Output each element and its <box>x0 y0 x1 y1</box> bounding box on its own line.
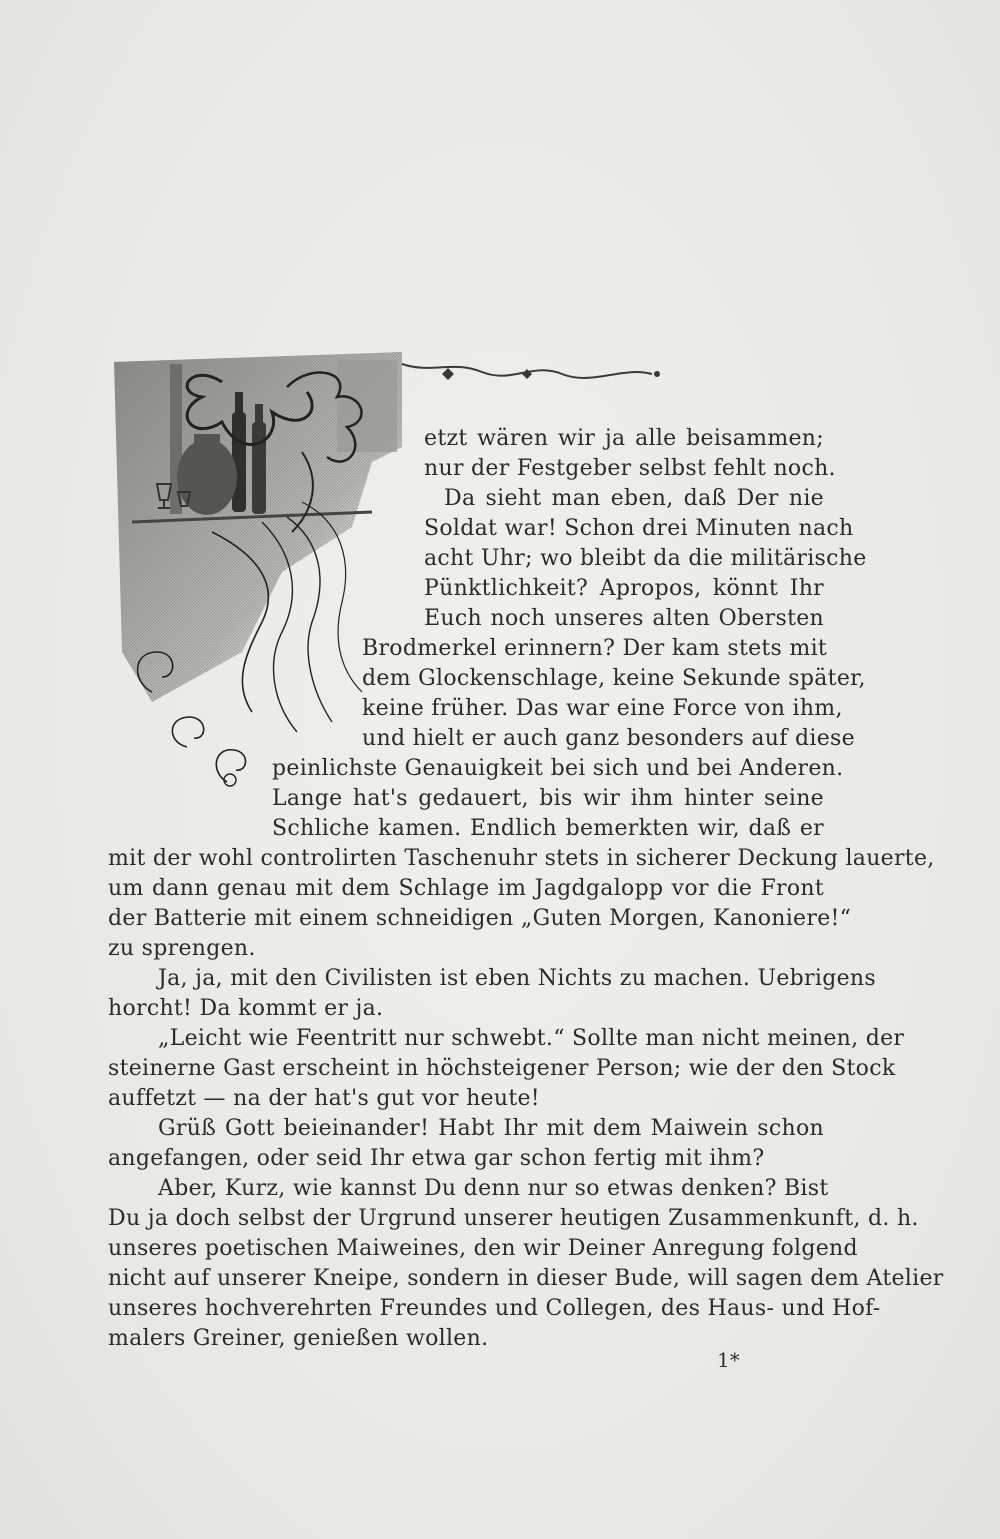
text-line: acht Uhr; wo bleibt da die militärische <box>424 546 867 571</box>
text-line: nur der Festgeber selbst fehlt noch. <box>424 456 836 481</box>
text-line: keine früher. Das war eine Force von ihm, <box>362 696 843 721</box>
text-line: Du ja doch selbst der Urgrund unserer heutigen Zusammenkunft, d. h. <box>108 1206 919 1231</box>
text-line: um dann genau mit dem Schlage im Jagdgalopp vor die Front <box>108 876 824 901</box>
text-line: Ja, ja, mit den Civilisten ist eben Nichts zu machen. Uebrigens <box>158 966 876 991</box>
text-line: Pünktlichkeit? Apropos, könnt Ihr <box>424 576 824 601</box>
text-line: Soldat war! Schon drei Minuten nach <box>424 516 854 541</box>
text-line: peinlichste Genauigkeit bei sich und bei Anderen. <box>272 756 844 781</box>
text-line: mit der wohl controlirten Taschenuhr stets in sicherer Deckung lauerte, <box>108 846 935 871</box>
text-line: angefangen, oder seid Ihr etwa gar schon fertig mit ihm? <box>108 1146 765 1171</box>
text-line: der Batterie mit einem schneidigen „Guten Morgen, Kanoniere!“ <box>108 906 852 931</box>
text-line: Da sieht man eben, daß Der nie <box>444 486 824 511</box>
text-line: Aber, Kurz, wie kannst Du denn nur so etwas denken? Bist <box>158 1176 829 1201</box>
text-line: Lange hat's gedauert, bis wir ihm hinter seine <box>272 786 824 811</box>
text-line: Brodmerkel erinnern? Der kam stets mit <box>362 636 828 661</box>
text-line: horcht! Da kommt er ja. <box>108 996 384 1021</box>
text-line: unseres poetischen Maiweines, den wir Deiner Anregung folgend <box>108 1236 858 1261</box>
text-line: Grüß Gott beieinander! Habt Ihr mit dem Maiwein schon <box>158 1116 824 1141</box>
text-line: „Leicht wie Feentritt nur schwebt.“ Sollte man nicht meinen, der <box>158 1026 905 1051</box>
text-line: auffetzt — na der hat's gut vor heute! <box>108 1086 540 1111</box>
text-line: nicht auf unserer Kneipe, sondern in dieser Bude, will sagen dem Atelier <box>108 1266 944 1291</box>
text-line: und hielt er auch ganz besonders auf diese <box>362 726 855 751</box>
text-line: steinerne Gast erscheint in höchsteigener Person; wie der den Stock <box>108 1056 896 1081</box>
text-line: unseres hochverehrten Freundes und Collegen, des Haus- und Hof- <box>108 1296 881 1321</box>
text-line: malers Greiner, genießen wollen. <box>108 1326 489 1351</box>
text-line: Schliche kamen. Endlich bemerkten wir, daß er <box>272 816 824 841</box>
text-line: dem Glockenschlage, keine Sekunde später, <box>362 666 866 691</box>
text-line: etzt wären wir ja alle beisammen; <box>424 426 824 451</box>
text-line: Euch noch unseres alten Obersten <box>424 606 824 631</box>
page-number: 1* <box>717 1348 740 1372</box>
text-line: zu sprengen. <box>108 936 256 961</box>
